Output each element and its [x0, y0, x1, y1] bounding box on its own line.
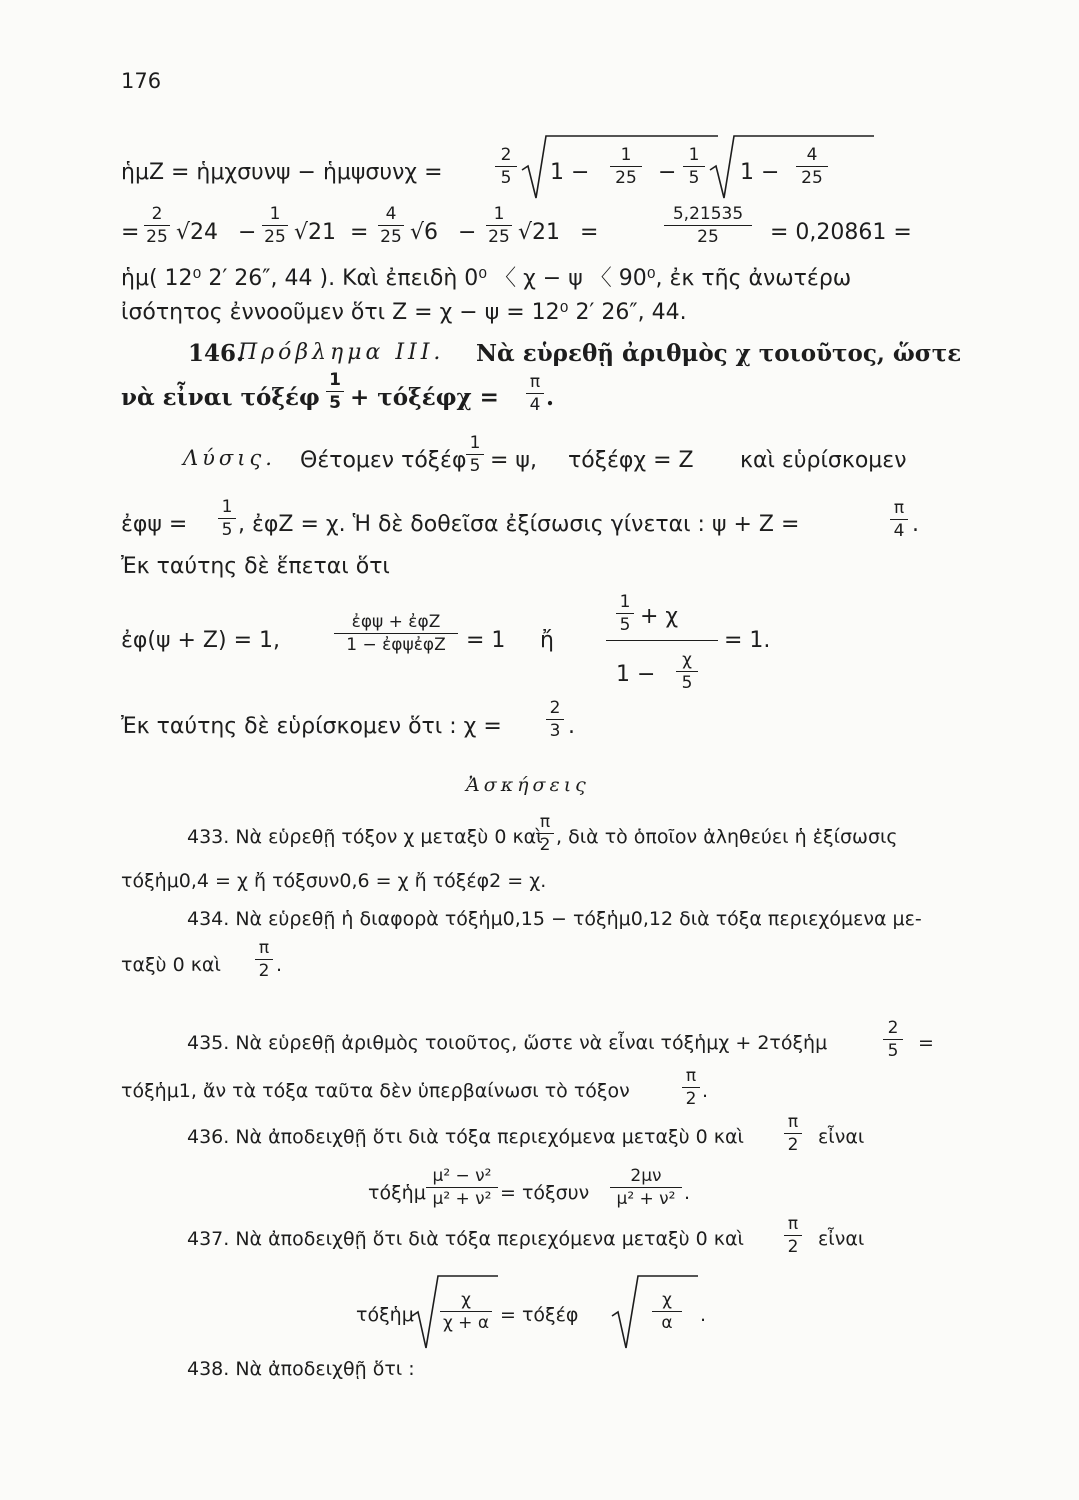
exercises-title: Ἀσκήσεις — [466, 774, 590, 796]
text-line: = 1 — [466, 628, 506, 653]
equation-result: = 0,20861 = — [770, 220, 912, 245]
denominator: 1 − ἐφψἐφZ — [346, 635, 446, 655]
numerator: 5,21535 — [672, 204, 744, 224]
denominator: 3 — [549, 721, 561, 741]
fraction — [262, 204, 288, 247]
denominator: μ² + ν² — [616, 1189, 676, 1209]
fraction — [426, 1166, 498, 1209]
exercise-436: τόξἡμ — [368, 1182, 426, 1204]
fraction — [883, 1018, 903, 1061]
numerator: 1 — [329, 370, 341, 390]
exercise-435: τόξἡμ1, ἄν τὰ τόξα ταῦτα δὲν ὑπερβαίνωσι τὸ τόξον — [121, 1080, 630, 1102]
equals-sign: = — [350, 220, 369, 245]
exercise-436: 436. Νὰ ἀποδειχθῇ ὅτι διὰ τόξα περιεχόμενα μεταξὺ 0 καὶ — [187, 1126, 744, 1148]
root-term: √24 — [176, 220, 219, 245]
denominator: 5 — [329, 393, 341, 413]
fraction — [664, 204, 752, 247]
numerator: π — [787, 1214, 799, 1234]
denominator: 25 — [801, 168, 823, 188]
text-line: ἰσότητος ἐννοοῦμεν ὅτι Z = χ − ψ = 12⁰ 2′ 26″, 44. — [121, 300, 687, 325]
minus-sign: − — [658, 160, 677, 185]
denominator: 2 — [685, 1089, 697, 1109]
denominator: 5 — [681, 673, 693, 693]
numerator: χ — [682, 650, 692, 670]
numerator: 1 — [688, 145, 700, 165]
equals-sign: = — [121, 220, 140, 245]
fraction — [144, 204, 170, 247]
text-line: ἤ — [540, 628, 554, 653]
problem-statement: + τόξέφχ = — [350, 384, 499, 411]
fraction — [610, 1166, 682, 1209]
equation-line-1: ἡμZ = ἡμχσυνψ − ἡμψσυνχ = — [121, 160, 443, 185]
denominator: 25 — [380, 227, 402, 247]
fraction — [466, 433, 484, 476]
exercise-436: εἶναι — [818, 1126, 865, 1148]
text-line: Ἐκ ταύτης δὲ εὑρίσκομεν ὅτι : χ = — [121, 714, 502, 739]
radicand-text: 1 − — [550, 160, 590, 185]
numerator: χ — [461, 1290, 471, 1310]
denominator: 5 — [619, 615, 631, 635]
denominator: 5 — [221, 520, 233, 540]
period: . — [684, 1182, 691, 1204]
fraction — [616, 592, 634, 635]
numerator: 2 — [151, 204, 163, 224]
numerator: 2 — [549, 698, 561, 718]
period: . — [568, 714, 575, 739]
problem-statement: Νὰ εὑρεθῇ ἀριθμὸς χ τοιοῦτος, ὥστε — [476, 340, 962, 367]
denominator: 5 — [469, 456, 481, 476]
period: . — [700, 1304, 707, 1326]
denominator: χ + α — [442, 1313, 490, 1333]
text-line: Θέτομεν τόξέφ — [300, 448, 467, 473]
numerator: 1 — [469, 433, 481, 453]
numerator: π — [529, 372, 541, 392]
equals-sign: = — [580, 220, 599, 245]
text-line: 1 − — [616, 662, 656, 687]
numerator: 2 — [887, 1018, 899, 1038]
denominator: 25 — [146, 227, 168, 247]
sqrt-sign — [708, 132, 878, 202]
fraction — [676, 650, 698, 693]
fraction — [536, 812, 554, 855]
numerator: 1 — [619, 592, 631, 612]
denominator: μ² + ν² — [432, 1189, 492, 1209]
text-line: Ἐκ ταύτης δὲ ἕπεται ὅτι — [121, 554, 390, 579]
numerator: χ — [662, 1290, 672, 1310]
fraction — [378, 204, 404, 247]
fraction — [334, 612, 458, 655]
numerator: π — [539, 812, 551, 832]
denominator: 2 — [539, 835, 551, 855]
denominator: 4 — [529, 395, 541, 415]
exercise-437: εἶναι — [818, 1228, 865, 1250]
fraction — [796, 145, 828, 188]
denominator: 2 — [787, 1135, 799, 1155]
exercise-437: = τόξέφ — [500, 1304, 579, 1326]
numerator: π — [893, 498, 905, 518]
fraction — [546, 698, 564, 741]
numerator: 2μν — [630, 1166, 662, 1186]
fraction — [890, 498, 908, 541]
numerator: 4 — [806, 145, 818, 165]
problem-statement: νὰ εἶναι τόξέφ — [121, 384, 320, 411]
exercise-437: τόξἡμ — [356, 1304, 414, 1326]
root-term: √21 — [294, 220, 337, 245]
text-line: , ἐφZ = χ. Ἡ δὲ δοθεῖσα ἐξίσωσις γίνεται : ψ + Z = — [238, 512, 800, 537]
denominator: 5 — [500, 168, 512, 188]
denominator: 25 — [697, 227, 719, 247]
numerator: 1 — [493, 204, 505, 224]
numerator: π — [258, 938, 270, 958]
fraction — [784, 1112, 802, 1155]
text-line: ἡμ( 12⁰ 2′ 26″, 44 ). Καὶ ἐπειδὴ 0⁰ 〈 χ − ψ 〈 90⁰, ἐκ τῆς ἀνωτέρω — [121, 266, 852, 291]
problem-number: 146. — [188, 340, 245, 367]
solution-label: Λύσις. — [183, 446, 276, 470]
denominator: 25 — [264, 227, 286, 247]
denominator: 25 — [488, 227, 510, 247]
numerator: 2 — [500, 145, 512, 165]
fraction — [326, 370, 344, 413]
exercise-438: 438. Νὰ ἀποδειχθῇ ὅτι : — [187, 1358, 415, 1380]
text-line: τόξέφχ = Z — [568, 448, 694, 473]
denominator: 2 — [787, 1237, 799, 1257]
fraction — [218, 497, 236, 540]
denominator: 5 — [688, 168, 700, 188]
exercise-433: 433. Νὰ εὑρεθῇ τόξον χ μεταξὺ 0 καὶ — [187, 826, 543, 848]
page-number: 176 — [121, 69, 162, 93]
numerator: 1 — [221, 497, 233, 517]
exercise-436: = τόξσυν — [500, 1182, 590, 1204]
denominator: α — [661, 1313, 673, 1333]
exercise-434: ταξὺ 0 καὶ — [121, 954, 221, 976]
exercise-437: 437. Νὰ ἀποδειχθῇ ὅτι διὰ τόξα περιεχόμενα μεταξὺ 0 καὶ — [187, 1228, 744, 1250]
minus-sign: − — [238, 220, 257, 245]
exercise-434: 434. Νὰ εὑρεθῇ ἡ διαφορὰ τόξἡμ0,15 − τόξἡμ0,12 διὰ τόξα περιεχόμενα με- — [187, 908, 922, 930]
denominator: 2 — [258, 961, 270, 981]
problem-heading: Πρόβλημα ΙΙΙ. — [238, 340, 445, 365]
numerator: 4 — [385, 204, 397, 224]
denominator: 5 — [887, 1041, 899, 1061]
exercise-435: 435. Νὰ εὑρεθῇ ἀριθμὸς τοιοῦτος, ὥστε νὰ εἶναι τόξἡμχ + 2τόξἡμ — [187, 1032, 828, 1054]
fraction — [255, 938, 273, 981]
fraction — [683, 145, 705, 188]
fraction — [495, 145, 517, 188]
text-line: = ψ, — [490, 448, 537, 473]
fraction-bar — [606, 640, 718, 641]
exercise-433: τόξἡμ0,4 = χ ἤ τόξσυν0,6 = χ ἤ τόξέφ2 = χ. — [121, 870, 547, 892]
numerator: π — [787, 1112, 799, 1132]
period: . — [276, 954, 283, 976]
numerator: 1 — [269, 204, 281, 224]
numerator: π — [685, 1066, 697, 1086]
fraction — [440, 1290, 492, 1333]
numerator: μ² − ν² — [432, 1166, 492, 1186]
text-line: καὶ εὑρίσκομεν — [740, 448, 907, 473]
fraction — [486, 204, 512, 247]
denominator: 25 — [615, 168, 637, 188]
fraction — [652, 1290, 682, 1333]
fraction — [610, 145, 642, 188]
minus-sign: − — [458, 220, 477, 245]
numerator: ἐφψ + ἐφZ — [351, 612, 441, 632]
text-line: ἐφ(ψ + Z) = 1, — [121, 628, 280, 653]
fraction — [526, 372, 544, 415]
text-line: ἐφψ = — [121, 512, 188, 537]
denominator: 4 — [893, 521, 905, 541]
period: . — [912, 512, 919, 537]
period: . — [546, 384, 555, 411]
root-term: √21 — [518, 220, 561, 245]
radicand-text: 1 − — [740, 160, 780, 185]
fraction — [784, 1214, 802, 1257]
text-line: + χ — [640, 604, 679, 629]
fraction — [682, 1066, 700, 1109]
equals-sign: = — [918, 1032, 934, 1054]
period: . — [702, 1080, 709, 1102]
text-line: = 1. — [724, 628, 771, 653]
root-term: √6 — [410, 220, 439, 245]
exercise-433: , διὰ τὸ ὁποῖον ἀληθεύει ἡ ἐξίσωσις — [556, 826, 898, 848]
numerator: 1 — [620, 145, 632, 165]
